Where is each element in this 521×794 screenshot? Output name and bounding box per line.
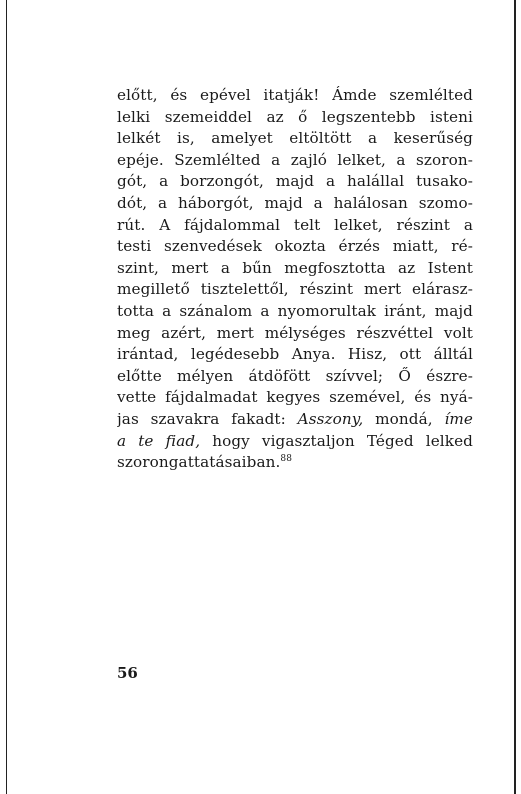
text-line: előtte mélyen átdöfött szívvel; Ő észre- xyxy=(117,366,473,385)
text-line: testi szenvedések okozta érzés miatt, ré- xyxy=(117,237,473,256)
text-segment: mondá, xyxy=(363,409,445,428)
text-line: lelkét is, amelyet eltöltött a keserűség xyxy=(117,129,473,148)
text-line-last xyxy=(117,452,473,474)
italic-segment: íme xyxy=(444,409,473,428)
text-segment: jas szavakra fakadt: xyxy=(117,409,286,428)
text-line: lelki szemeiddel az ő legszentebb isteni xyxy=(117,107,473,126)
text-line: epéje. Szemlélted a zajló lelket, a szoron- xyxy=(117,150,473,169)
body-text xyxy=(117,85,473,474)
text-segment: hogy vigasztaljon Téged lelked xyxy=(200,431,473,450)
text-line: rút. A fájdalommal telt lelket, részint a xyxy=(117,215,473,234)
scan-border-right xyxy=(514,0,516,794)
text-segment: szorongattatásaiban. xyxy=(117,453,281,472)
italic-segment: Asszony, xyxy=(297,409,364,428)
text-line: megillető tisztelettől, részint mert elárasz- xyxy=(117,280,473,299)
page-number: 56 xyxy=(117,664,138,682)
text-line: vette fájdalmadat kegyes szemével, és nyá- xyxy=(117,388,473,407)
text-line: dót, a háborgót, majd a halálosan szomo- xyxy=(117,193,473,212)
text-line: szint, mert a bűn megfosztotta az Istent xyxy=(117,258,473,277)
text-line: gót, a borzongót, majd a halállal tusako- xyxy=(117,172,473,191)
scan-border-left xyxy=(6,0,7,794)
text-line-mixed xyxy=(117,431,473,453)
footnote-reference: 88 xyxy=(280,454,293,465)
text-line-mixed xyxy=(117,409,473,431)
italic-segment: a te fiad, xyxy=(117,431,201,450)
text-line: totta a szánalom a nyomorultak iránt, majd xyxy=(117,301,473,320)
text-line: előtt, és epével itatják! Ámde szemlélted xyxy=(117,86,473,104)
text-line: meg azért, mert mélységes részvéttel volt xyxy=(117,323,473,342)
text-line: irántad, legédesebb Anya. Hisz, ott álltál xyxy=(117,345,473,364)
